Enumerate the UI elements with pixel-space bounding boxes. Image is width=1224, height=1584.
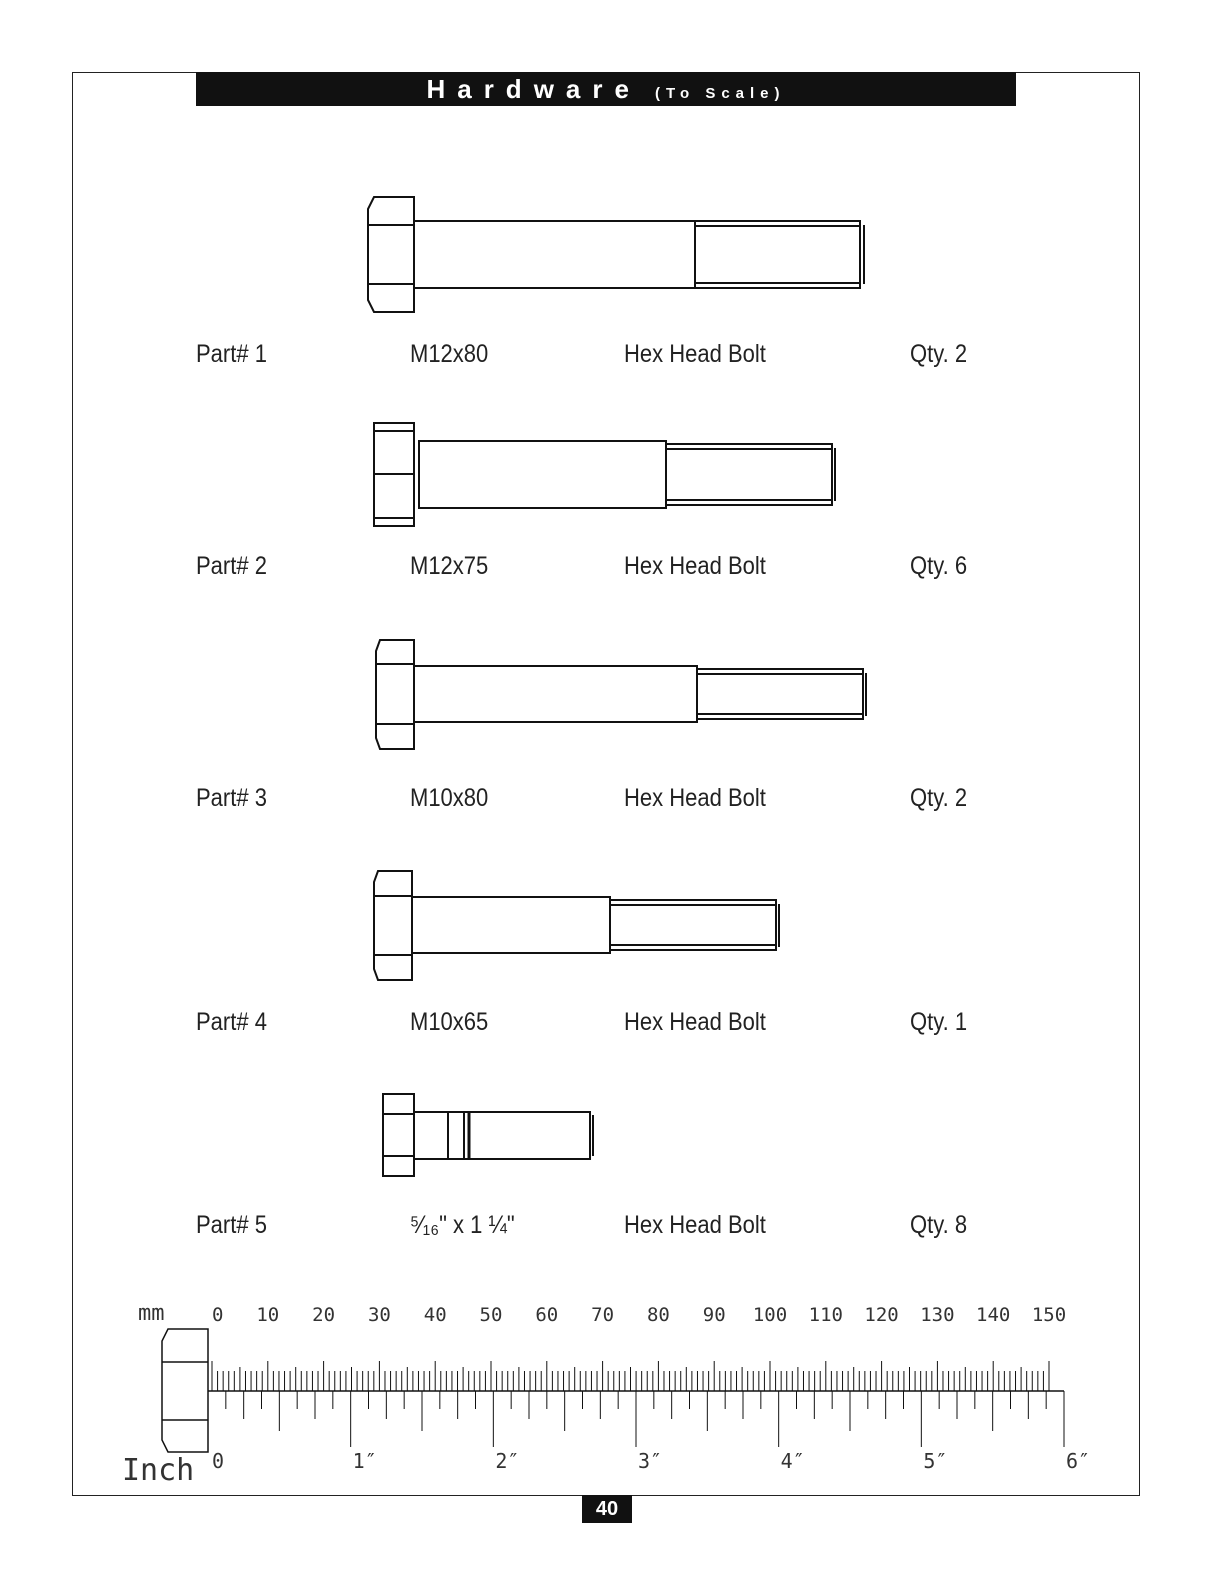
part-number: Part# 4 xyxy=(196,1008,267,1036)
ruler-inch-label: Inch xyxy=(122,1453,195,1488)
ruler-inch-value: 1″ xyxy=(352,1449,377,1473)
part-type: Hex Head Bolt xyxy=(624,1211,766,1239)
ruler-mm-value: 40 xyxy=(423,1304,447,1326)
part-type: Hex Head Bolt xyxy=(624,784,766,812)
ruler-inch-value: 4″ xyxy=(780,1449,805,1473)
part-size: M12x80 xyxy=(410,340,489,368)
part-size: M10x65 xyxy=(410,1008,489,1036)
ruler-inch-value: 6″ xyxy=(1066,1449,1091,1473)
page-subtitle: (To Scale) xyxy=(654,85,786,102)
ruler-mm-value: 80 xyxy=(646,1304,670,1326)
ruler-mm-value: 60 xyxy=(535,1304,559,1326)
ruler-inch-ticks xyxy=(208,1391,1064,1447)
ruler-mm-value: 140 xyxy=(976,1304,1011,1326)
ruler-inch-value: 3″ xyxy=(638,1449,663,1473)
ruler-mm-value: 100 xyxy=(752,1304,788,1326)
ruler-mm-value: 70 xyxy=(591,1304,615,1326)
ruler-mm-value: 150 xyxy=(1031,1304,1067,1326)
ruler-inch-value: 5″ xyxy=(923,1449,948,1473)
part-type: Hex Head Bolt xyxy=(624,552,766,580)
part-quantity: Qty. 2 xyxy=(910,784,968,812)
page-number: 40 xyxy=(582,1495,632,1523)
part-type: Hex Head Bolt xyxy=(624,1008,766,1036)
ruler-mm-labels xyxy=(212,1304,1066,1326)
part-number: Part# 5 xyxy=(196,1211,267,1239)
part-quantity: Qty. 1 xyxy=(910,1008,968,1036)
ruler-inch-value: 2″ xyxy=(495,1449,520,1473)
part-size: ⁵⁄₁₆" x 1 ¼" xyxy=(410,1211,515,1239)
ruler-mm-value: 130 xyxy=(920,1304,955,1326)
ruler-mm-value: 0 xyxy=(212,1304,224,1326)
part-number: Part# 1 xyxy=(196,340,267,368)
ruler-mm-value: 120 xyxy=(864,1304,899,1326)
part-quantity: Qty. 8 xyxy=(910,1211,968,1239)
part-size: M12x75 xyxy=(410,552,489,580)
ruler-mm-value: 10 xyxy=(256,1304,280,1326)
ruler-mm-value: 20 xyxy=(312,1304,336,1326)
part-number: Part# 3 xyxy=(196,784,267,812)
part-quantity: Qty. 6 xyxy=(910,552,968,580)
ruler-mm-value: 90 xyxy=(702,1304,726,1326)
ruler-inch-labels xyxy=(212,1449,1090,1473)
ruler-mm-value: 30 xyxy=(367,1304,391,1326)
ruler-mm-ticks xyxy=(212,1361,1049,1391)
ruler-mm-value: 50 xyxy=(479,1304,503,1326)
part-type: Hex Head Bolt xyxy=(624,340,766,368)
ruler-inch-value: 0 xyxy=(212,1449,225,1473)
part-number: Part# 2 xyxy=(196,552,267,580)
part-quantity: Qty. 2 xyxy=(910,340,968,368)
ruler-mm-label: mm xyxy=(138,1301,165,1326)
ruler-mm-value: 110 xyxy=(808,1304,843,1326)
part-size: M10x80 xyxy=(410,784,489,812)
ruler-bolt-head-icon xyxy=(162,1329,208,1452)
page-title: Hardware xyxy=(426,74,641,104)
